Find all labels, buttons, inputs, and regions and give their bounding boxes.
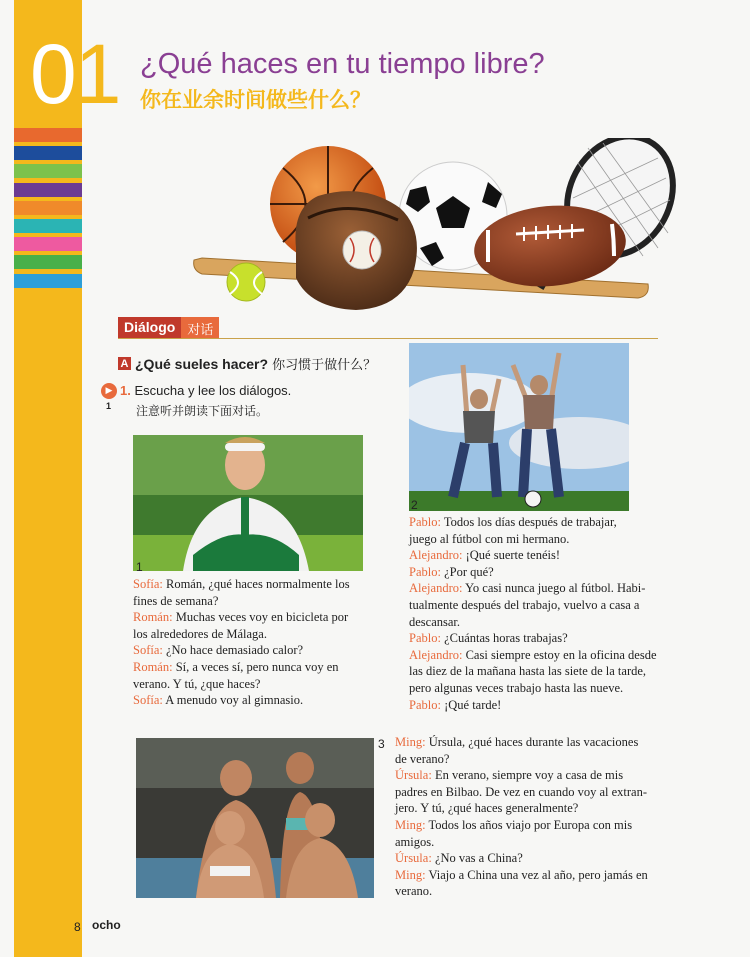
section-divider (118, 338, 658, 339)
dialogue-line (133, 659, 350, 676)
color-stripe (14, 274, 82, 288)
dialogue-line (409, 614, 657, 631)
dialogue-text: verano. Y tú, ¿que haces? (133, 676, 261, 691)
dialogue-text: verano. (395, 884, 433, 899)
dialogue-text: ¿Por qué? (440, 564, 494, 579)
exercise-1-instruction: 1. Escucha y lee los diálogos. (120, 383, 292, 398)
dialogue-text: tualmente después del trabajo, vuelvo a casa a (409, 597, 640, 612)
speaker-name: Ming: (395, 817, 426, 832)
dialogue-line (395, 767, 648, 784)
dialogue-text: jero. Y tú, ¿qué haces generalmente? (395, 801, 579, 816)
dialogue-line (409, 531, 657, 548)
color-stripe (14, 183, 82, 197)
dialogue-line (409, 597, 657, 614)
dialogue-line (409, 564, 657, 581)
dialogue-text: juego al fútbol con mi hermano. (409, 531, 570, 546)
dialogue-text: padres en Bilbao. De vez en cuando voy al extran- (395, 784, 647, 799)
page-number: 8 (74, 920, 81, 934)
dialogue-line (409, 547, 657, 564)
color-stripe (14, 219, 82, 233)
speaker-name: Pablo: (409, 515, 441, 529)
exercise-1-number: 1. (120, 383, 131, 398)
color-stripe (14, 201, 82, 215)
speaker-name: Pablo: (409, 631, 441, 646)
dialogue-line (133, 692, 350, 709)
photo-man-cyclist (133, 435, 363, 571)
color-stripe (14, 128, 82, 142)
dialogue-line (395, 883, 648, 900)
dialogue-1-number: 1 (136, 560, 143, 574)
sidebar-band (14, 0, 82, 957)
dialogue-text: ¿No vas a China? (431, 851, 523, 866)
dialogue-text: En verano, siempre voy a casa de mis (431, 768, 624, 783)
lesson-title-zh: 你在业余时间做些什么？ (140, 88, 371, 112)
dialogue-line (395, 734, 648, 751)
dialogue-line (395, 867, 648, 884)
dialogue-text: Úrsula, ¿qué haces durante las vacaciones (425, 735, 639, 749)
exercise-a-heading (118, 354, 376, 373)
section-tag-dialogo (118, 317, 219, 339)
dialogue-line (409, 630, 657, 647)
exercise-a-title-es: ¿Qué sueles hacer? (135, 355, 269, 372)
dialogue-text: amigos. (395, 834, 435, 849)
audio-track-number: 1 (106, 401, 112, 411)
speaker-name: Alejandro: (409, 647, 463, 662)
exercise-badge: A (118, 357, 131, 370)
dialogue-text: las diez de la mañana hasta las siete de la tarde, (409, 664, 647, 679)
speaker-name: Román: (133, 610, 173, 625)
speaker-name: Úrsula: (395, 768, 432, 783)
dialogue-line (409, 680, 657, 697)
dialogue-3-number: 3 (378, 737, 385, 751)
speaker-name: Ming: (395, 735, 426, 749)
dialogue-line (409, 647, 657, 664)
speaker-name: Pablo: (409, 697, 441, 712)
dialogue-line (409, 663, 657, 680)
dialogue-line (395, 784, 648, 801)
dialogue-text: descansar. (409, 614, 461, 629)
sports-equipment-illustration (188, 138, 700, 314)
dialogue-text: pero algunas veces trabajo hasta las nueve. (409, 680, 624, 695)
dialogue-line (395, 850, 648, 867)
dialogue-text: Todos los años viajo por Europa con mis (425, 817, 633, 832)
dialogue-text: Viajo a China una vez al año, pero jamás en (425, 867, 648, 882)
speaker-name: Alejandro: (409, 548, 463, 563)
speaker-name: Sofía: (133, 577, 163, 591)
speaker-name: Sofía: (133, 693, 163, 708)
photo-friends-pool (136, 738, 374, 898)
dialogue-3 (395, 734, 648, 900)
dialogue-text: los alrededores de Málaga. (133, 626, 267, 641)
dialogue-2-number: 2 (411, 498, 418, 512)
speaker-name: Sofía: (133, 643, 163, 658)
dialogue-line (133, 576, 350, 593)
speaker-icon[interactable]: ▶ (101, 383, 117, 399)
color-stripe (14, 255, 82, 269)
dialogue-line (409, 580, 657, 597)
dialogue-text: Sí, a veces sí, pero nunca voy en (172, 659, 339, 674)
speaker-name: Alejandro: (409, 581, 463, 596)
dialogue-text: de verano? (395, 751, 450, 766)
dialogue-text: ¿No hace demasiado calor? (162, 643, 304, 658)
dialogue-text: fines de semana? (133, 593, 219, 608)
color-stripe (14, 164, 82, 178)
color-stripe (14, 237, 82, 251)
dialogue-line (409, 697, 657, 714)
photo-football-celebration (409, 343, 629, 511)
section-label-zh: 对话 (181, 317, 219, 339)
dialogue-text: Todos los días después de trabajar, (440, 515, 617, 529)
speaker-name: Román: (133, 659, 173, 674)
lesson-title-es: ¿Qué haces en tu tiempo libre? (140, 48, 545, 80)
dialogue-line (395, 751, 648, 768)
section-label-es: Diálogo (118, 317, 181, 339)
exercise-1-instruction-zh: 注意听并朗读下面对话。 (136, 404, 269, 418)
speaker-name: Pablo: (409, 564, 441, 579)
dialogue-line (409, 514, 657, 531)
dialogue-line (133, 609, 350, 626)
dialogue-text: Yo casi nunca juego al fútbol. Habi- (462, 581, 646, 596)
dialogue-text: ¡Qué suerte tenéis! (462, 548, 560, 563)
dialogue-line (133, 642, 350, 659)
speaker-name: Úrsula: (395, 851, 432, 866)
dialogue-line (133, 676, 350, 693)
dialogue-line (133, 593, 350, 610)
speaker-name: Ming: (395, 867, 426, 882)
dialogue-2 (409, 514, 657, 713)
dialogue-1 (133, 576, 350, 709)
color-stripe (14, 146, 82, 160)
dialogue-text: Casi siempre estoy en la oficina desde (462, 647, 657, 662)
dialogue-line (395, 817, 648, 834)
page-word: ocho (92, 918, 121, 932)
dialogue-line (133, 626, 350, 643)
dialogue-line (395, 834, 648, 851)
dialogue-text: Román, ¿qué haces normalmente los (162, 577, 350, 591)
dialogue-text: A menudo voy al gimnasio. (162, 693, 304, 708)
lesson-number: 01 (30, 27, 120, 121)
exercise-a-title-zh: 你习惯于做什么？ (272, 358, 377, 373)
dialogue-line (395, 800, 648, 817)
dialogue-text: Muchas veces voy en bicicleta por (172, 610, 349, 625)
dialogue-text: ¿Cuántas horas trabajas? (440, 631, 568, 646)
dialogue-text: ¡Qué tarde! (440, 697, 502, 712)
